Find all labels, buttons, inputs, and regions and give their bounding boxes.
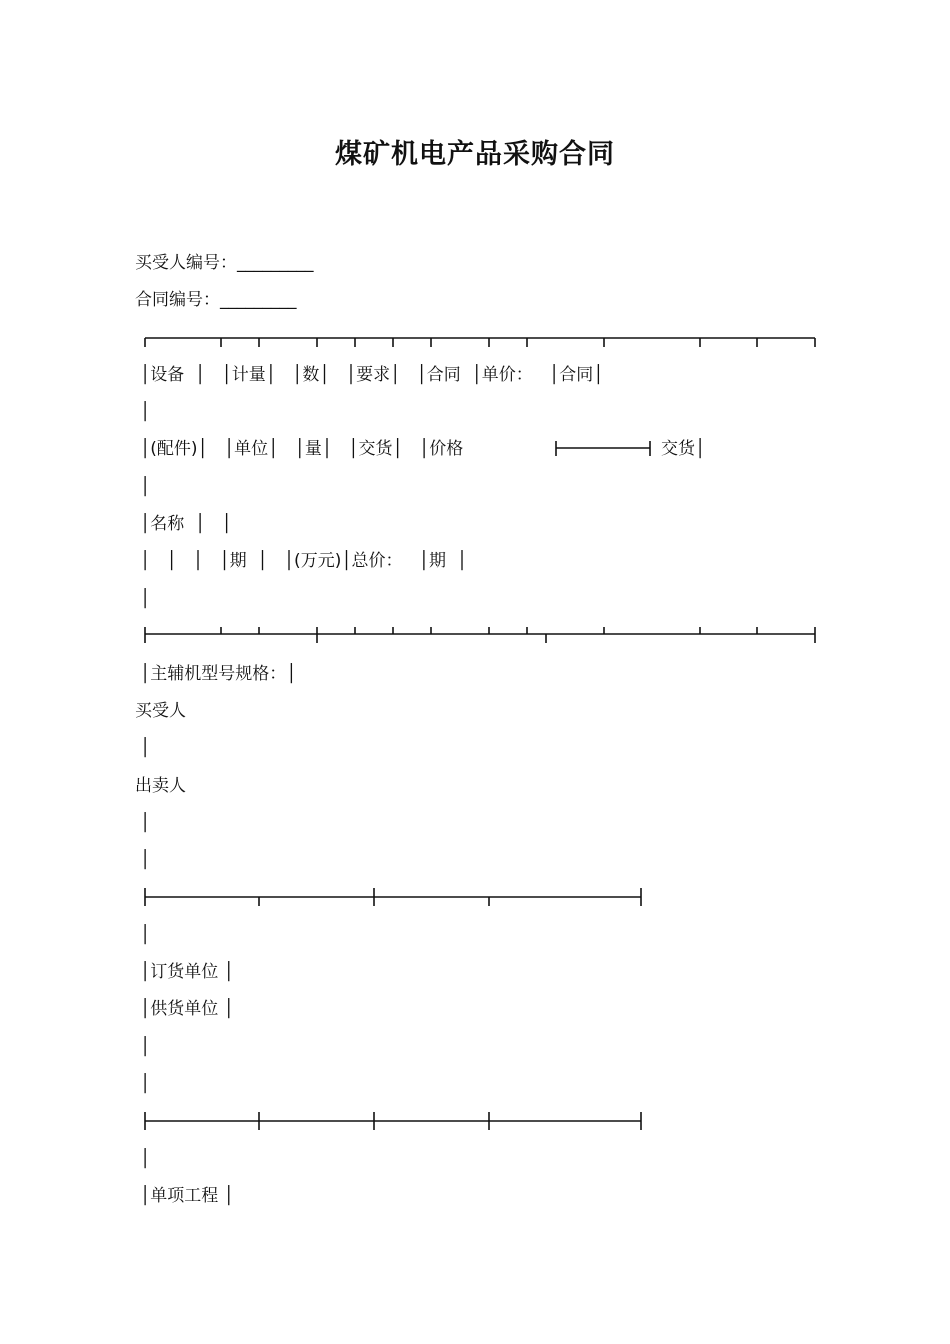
table-row-2-continuation: │ — [140, 477, 151, 497]
seller-bar-2: │ — [140, 850, 151, 870]
document-title: 煤矿机电产品采购合同 — [335, 139, 615, 170]
seller-bar-1: │ — [140, 813, 151, 833]
table-row-1-continuation: │ — [140, 402, 151, 422]
single-project-row: │单项工程 │ — [140, 1186, 234, 1206]
units-table-top-bar: │ — [140, 925, 151, 945]
units-table-bar-1: │ — [140, 1037, 151, 1057]
contract-number-field: 合同编号：_________ — [135, 290, 297, 310]
units-table-bar-2: │ — [140, 1074, 151, 1094]
main-model-spec-row: │主辅机型号规格：│ — [140, 664, 297, 684]
table-header-row-1: │设备 │ │计量│ │数│ │要求│ │合同 │单价： │合同│ — [140, 365, 604, 385]
table-row-4-continuation: │ — [140, 589, 151, 609]
supply-unit-row: │供货单位 │ — [140, 999, 234, 1019]
seller-label: 出卖人 — [135, 776, 186, 796]
buyer-number-field: 买受人编号：_________ — [135, 253, 314, 273]
table-header-row-2: │(配件)│ │单位│ │量│ │交货│ │价格 — [140, 439, 464, 459]
table-header-row-4: │ │ │ │期 │ │(万元)│总价： │期 │ — [140, 551, 468, 571]
buyer-label: 买受人 — [135, 701, 186, 721]
table-header-row-2-delivery: 交货│ — [661, 439, 706, 459]
table-header-row-3: │名称 │ │ — [140, 514, 232, 534]
buyer-bar: │ — [140, 738, 151, 758]
project-table-top-bar: │ — [140, 1149, 151, 1169]
order-unit-row: │订货单位 │ — [140, 962, 234, 982]
